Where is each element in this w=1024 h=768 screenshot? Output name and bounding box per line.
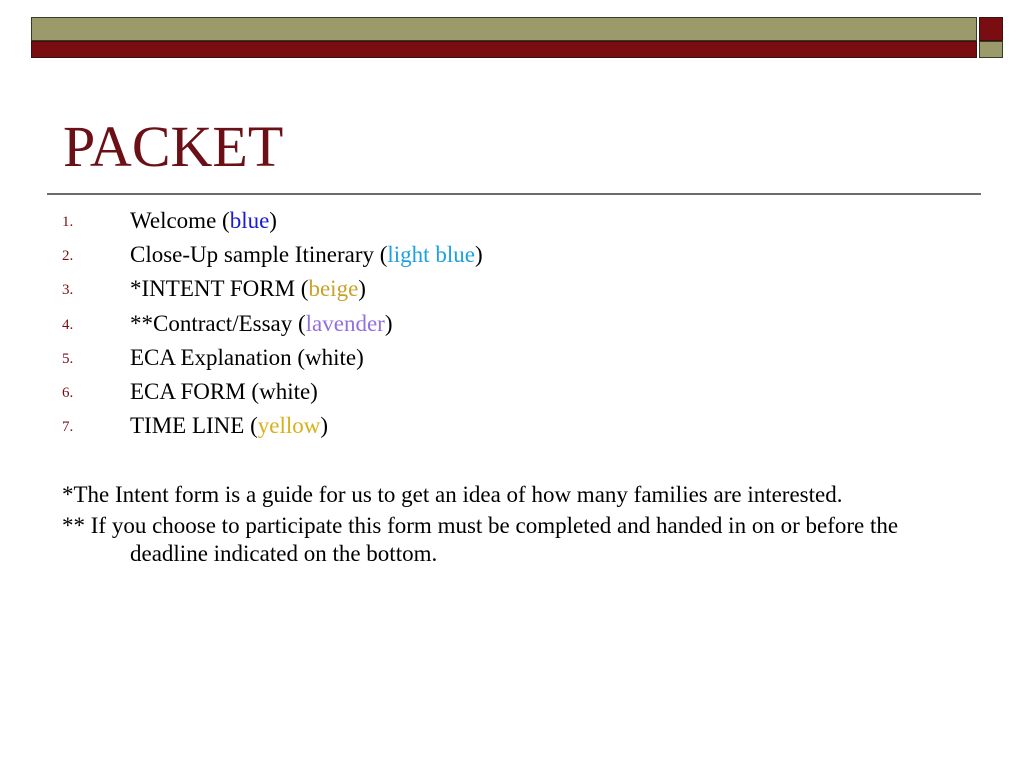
list-item-number: 4.: [62, 316, 74, 333]
list-item-label: *INTENT FORM (: [130, 276, 309, 302]
list-item-number: 3.: [62, 282, 74, 299]
list-item-text: [130, 240, 483, 270]
slide-title: PACKET: [63, 114, 284, 179]
list-item-closing: ): [358, 276, 366, 302]
list-item-text: [130, 274, 366, 304]
list-item-closing: ): [320, 413, 329, 439]
list-item-text: [130, 206, 277, 236]
list-item-text: [130, 411, 328, 441]
list-item-text: [130, 309, 393, 339]
title-divider: [47, 193, 981, 195]
list-item-text: ECA FORM (white): [130, 378, 318, 404]
list-item-text: ECA Explanation (white): [130, 344, 364, 370]
color-word-lavender: lavender: [305, 310, 385, 336]
list-item-label: Welcome (: [130, 208, 230, 233]
top-olive-bar: [31, 17, 977, 41]
list-item-number: 7.: [62, 419, 74, 436]
list-item-closing: ): [384, 310, 393, 336]
color-word-light-blue: light blue: [387, 242, 475, 268]
list-item-number: 5.: [62, 350, 74, 367]
footnotes: [62, 481, 962, 571]
list-item-label: Close-Up sample Itinerary (: [130, 242, 388, 268]
color-word-beige: beige: [308, 276, 359, 302]
list-item-label: TIME LINE (: [130, 413, 258, 439]
list-item-closing: ): [474, 242, 483, 268]
list-item-number: 1.: [62, 214, 74, 230]
intent-form-note: *The Intent form is a guide for us to get an idea of how many families are interested.: [62, 482, 843, 507]
top-maroon-bar: [31, 41, 977, 58]
color-word-yellow: yellow: [257, 413, 321, 439]
list-item-label: **Contract/Essay (: [130, 310, 306, 336]
corner-olive-square: [979, 41, 1003, 58]
list-item-closing: ): [269, 208, 277, 233]
contract-deadline-note: ** If you choose to participate this form must be completed and handed in on or before the deadline indicated on the bottom.: [62, 513, 899, 566]
list-item-number: 6.: [62, 384, 74, 401]
list-item-number: 2.: [62, 248, 74, 265]
color-word-blue: blue: [229, 208, 270, 233]
corner-maroon-square: [979, 17, 1003, 41]
